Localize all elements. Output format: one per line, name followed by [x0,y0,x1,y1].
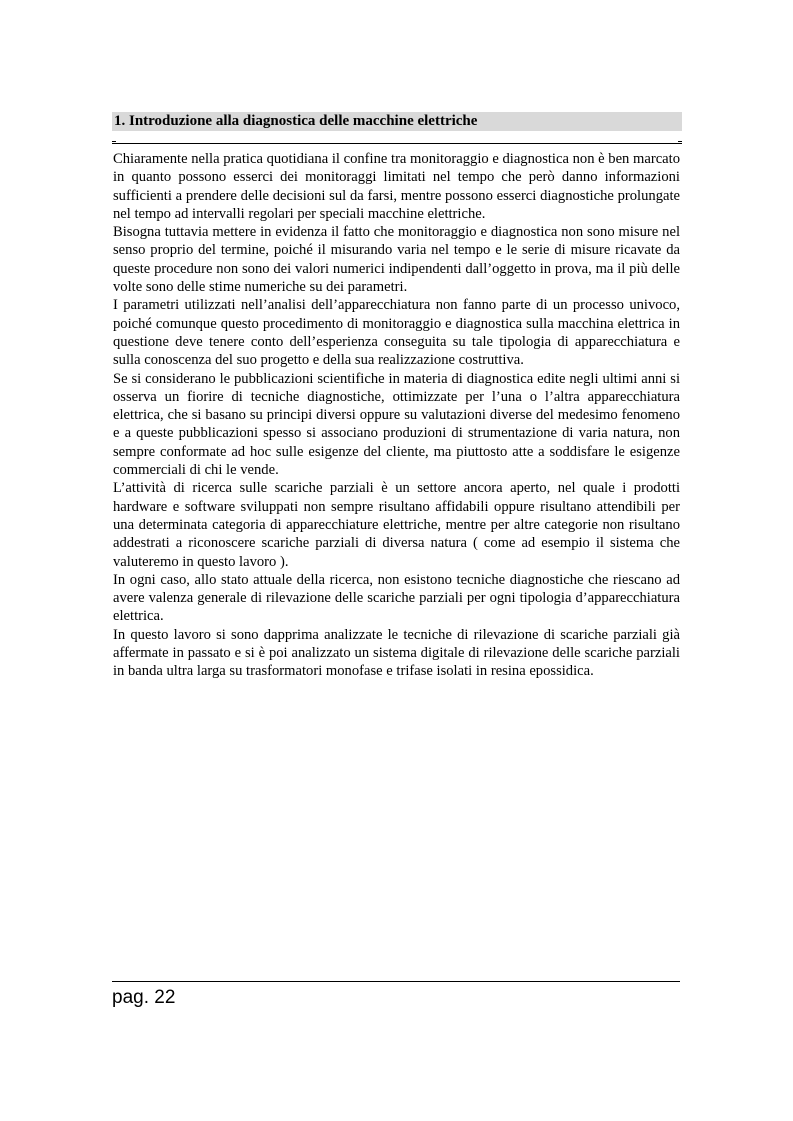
paragraph: Chiaramente nella pratica quotidiana il confine tra monitoraggio e diagnostica non è ben marcato in quanto possono esserci dei monitoraggi limitati nel tempo che però danno informazioni sufficienti a prendere delle decisioni sul da farsi, mentre possono esserci diagnostiche prolungate nel tempo ad intervalli regolari per speciali macchine elettriche. [113,151,680,222]
paragraph: Bisogna tuttavia mettere in evidenza il fatto che monitoraggio e diagnostica non sono misure nel senso proprio del termine, poiché il misurando varia nel tempo e le serie di misure ricavate da queste procedure non sono dei valori numerici indipendenti dall’oggetto in prova, ma il più delle volte sono delle stime numeriche su dei parametri. [113,224,680,296]
paragraph: L’attività di ricerca sulle scariche parziali è un settore ancora aperto, nel quale i prodotti hardware e software sviluppati non sempre risultano affidabili oppure risultano attendibili per una determinata categoria di apparecchiature elettriche, mentre per altre categorie non risultano addestrati a riconoscere scariche parziali di diversa natura ( come ad esempio il sistema che valuteremo in questo lavoro ). [113,480,680,570]
footer-rule [112,981,680,982]
paragraph: In questo lavoro si sono dapprima analizzate le tecniche di rilevazione di scariche parziali già affermate in passato e si è poi analizzato un sistema digitale di rilevazione delle scariche parziali in banda ultra larga su trasformatori monofase e trifase isolati in resina epossidica. [113,626,680,680]
paragraph: I parametri utilizzati nell’analisi dell’apparecchiatura non fanno parte di un processo univoco, poiché comunque questo procedimento di monitoraggio e diagnostica sulla macchina elettrica in questione deve tenere conto dell’esperienza conseguita su tale tipologia di apparecchiatura e sulla conoscenza del suo progetto e della sua realizzazione costruttiva. [113,297,680,369]
page-number: pag. 22 [112,987,176,1008]
paragraph: Se si considerano le pubblicazioni scientifiche in materia di diagnostica edite negli ultimi anni si osserva un fiorire di tecniche diagnostiche, ottimizzate per l’una o l’altra apparecchiatura elettrica, che si basano su principi diversi oppure su valutazioni diverse del medesimo fenomeno e a queste pubblicazioni spesso si associano produzioni di strumentazione di varia natura, non sempre conformate ad hoc sulle esigenze del cliente, ma piuttosto atte a soddisfare le esigenze commerciali di chi le vende. [113,370,680,479]
section-heading: 1. Introduzione alla diagnostica delle macchine elettriche [112,112,682,131]
paragraph: In ogni caso, allo stato attuale della ricerca, non esistono tecniche diagnostiche che riescano ad avere valenza generale di rilevazione delle scariche parziali per ogni tipologia d’apparecchiatura elettrica. [113,571,680,625]
heading-underline-rule [112,143,682,144]
body-text [113,150,680,681]
